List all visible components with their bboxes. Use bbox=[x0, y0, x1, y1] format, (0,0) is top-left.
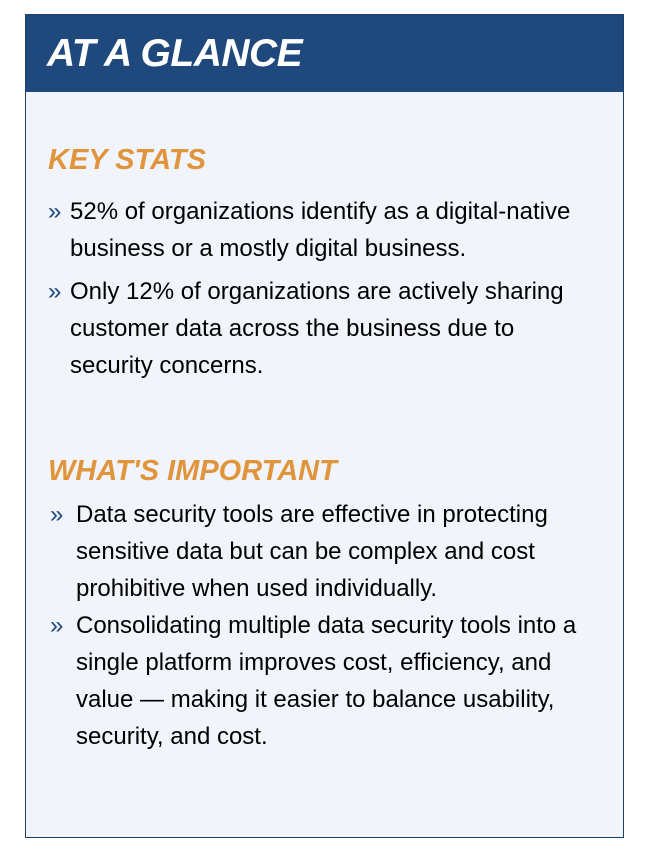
at-a-glance-panel bbox=[25, 14, 624, 838]
bullet-chevron-icon: » bbox=[48, 198, 62, 225]
key-stats-list bbox=[48, 193, 608, 384]
panel-header bbox=[26, 15, 623, 92]
important-text: Consolidating multiple data security tools into a single platform improves cost, efficiency, and value — making it easier to balance usability, security, and cost. bbox=[76, 612, 577, 750]
key-stat-text: 52% of organizations identify as a digital-native business or a mostly digital business. bbox=[70, 198, 571, 262]
whats-important-list bbox=[48, 496, 608, 755]
bullet-chevron-icon: » bbox=[48, 278, 62, 305]
important-item bbox=[48, 607, 608, 755]
key-stats-heading: KEY STATS bbox=[48, 144, 206, 176]
key-stat-text: Only 12% of organizations are actively sharing customer data across the business due to security concerns. bbox=[70, 278, 564, 379]
important-item bbox=[48, 496, 608, 607]
important-text: Data security tools are effective in protecting sensitive data but can be complex and cost prohibitive when used individually. bbox=[76, 501, 548, 602]
panel-title: AT A GLANCE bbox=[47, 32, 303, 75]
key-stat-item bbox=[48, 193, 608, 267]
whats-important-heading: WHAT'S IMPORTANT bbox=[48, 455, 337, 487]
bullet-chevron-icon: » bbox=[50, 501, 64, 528]
key-stat-item bbox=[48, 273, 608, 384]
bullet-chevron-icon: » bbox=[50, 612, 64, 639]
